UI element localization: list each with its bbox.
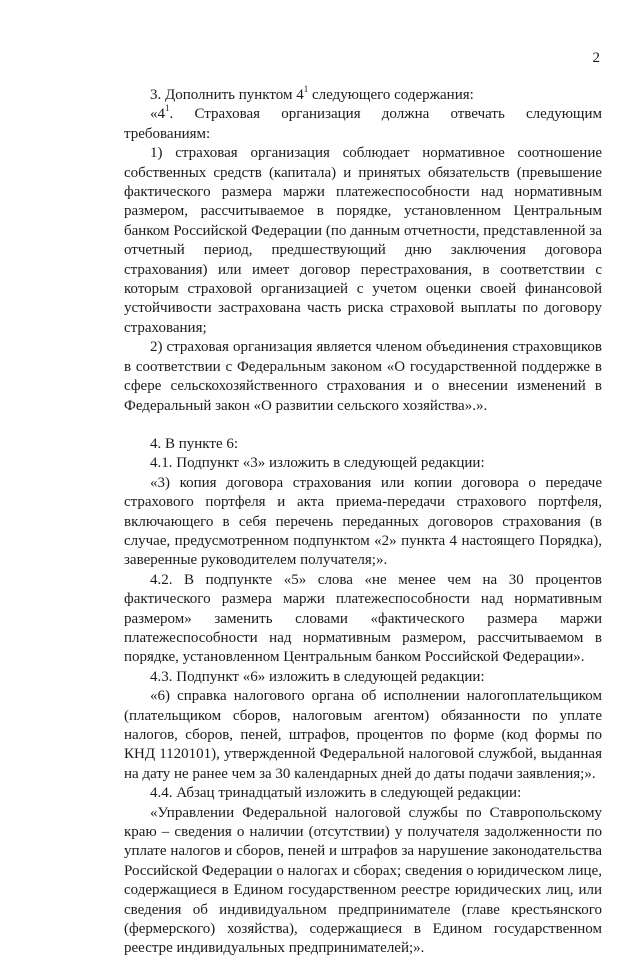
requirement-2: 2) страховая организация является членом объединения страховщиков в соответствии с Федеральным законом «О государственной поддержке в сфере сельскохозяйственного страхования и о внесении изменений в Федеральный закон «О развитии сельского хозяйства».». xyxy=(124,339,602,414)
item-4-4-text: «Управлении Федеральной налоговой службы по Ставропольскому краю – сведения о наличии (отсутствии) у получателя задолженности по уплате налогов и сборов, пеней и штрафов за нарушение законодательства Российской Федерации о налогах и сборах; сведения о юридическом лице, содержащиеся в Едином государственном реестре юридических лиц, или сведения об индивидуальном предпринимателе (главе крестьянского (фермерского) хозяйства), содержащиеся в Едином государственном реестре индивидуальных предпринимателей;». xyxy=(124,804,602,957)
document-body xyxy=(124,86,602,959)
item-4-3-text: «6) справка налогового органа об исполнении налогоплательщиком (плательщиком сборов, налоговым агентом) обязанности по уплате налогов, сборов, пеней, штрафов, процентов по форме (код формы по КНД 1120101), утвержденной Федеральной налоговой службой, выданная на дату не ранее чем за 30 календарных дней до даты подачи заявления;». xyxy=(124,688,602,782)
item-4-3-heading: 4.3. Подпункт «6» изложить в следующей редакции: xyxy=(150,668,485,685)
item-4-1-heading: 4.1. Подпункт «3» изложить в следующей редакции: xyxy=(150,455,485,472)
section-3-heading-suffix: следующего содержания: xyxy=(308,87,474,103)
page-number: 2 xyxy=(592,50,600,66)
section-3-heading-text: 3. Дополнить пунктом 4 xyxy=(150,87,304,103)
superscript: 1 xyxy=(303,84,309,94)
section-3-heading xyxy=(124,86,602,105)
section-3-intro-text: . Страховая организация должна отвечать следующим требованиям: xyxy=(124,106,602,142)
superscript: 1 xyxy=(165,103,170,114)
item-4-2: 4.2. В подпункте «5» слова «не менее чем на 30 процентов фактического размера маржи платежеспособности над нормативным размером» заменить словами «фактического размера маржи платежеспособности над нормативным размером, рассчитываемом в порядке, установленном Центральным банком Российской Федерации». xyxy=(124,571,602,666)
requirement-1: 1) страховая организация соблюдает нормативное соотношение собственных средств (капитала) и принятых обязательств (превышение фактического размера маржи платежеспособности над нормативным размером, рассчитываемое в порядке, установленном Центральным банком Российской Федерации (по данным отчетности, представленной за отчетный период, предшествующий дню заключения договора страхования) или имеет договор перестрахования, в соответствии с которым страховой организацией с учетом оценки своей финансовой устойчивости застрахована часть риска страховой выплаты по договору страхования; xyxy=(124,145,602,336)
section-4-heading: 4. В пункте 6: xyxy=(150,435,239,452)
item-4-1-text: «3) копия договора страхования или копии договора о передаче страхового портфеля и акта приема-передачи страхового портфеля, включающего в себя перечень переданных договоров страхования (в случае, предусмотренном подпунктом «2» пункта 4 настоящего Порядка), заверенные руководителем получателя;». xyxy=(124,474,602,569)
section-3-intro xyxy=(124,105,602,144)
item-4-4-heading: 4.4. Абзац тринадцатый изложить в следующей редакции: xyxy=(150,785,522,802)
section-3-intro-prefix: «4 xyxy=(150,106,165,123)
